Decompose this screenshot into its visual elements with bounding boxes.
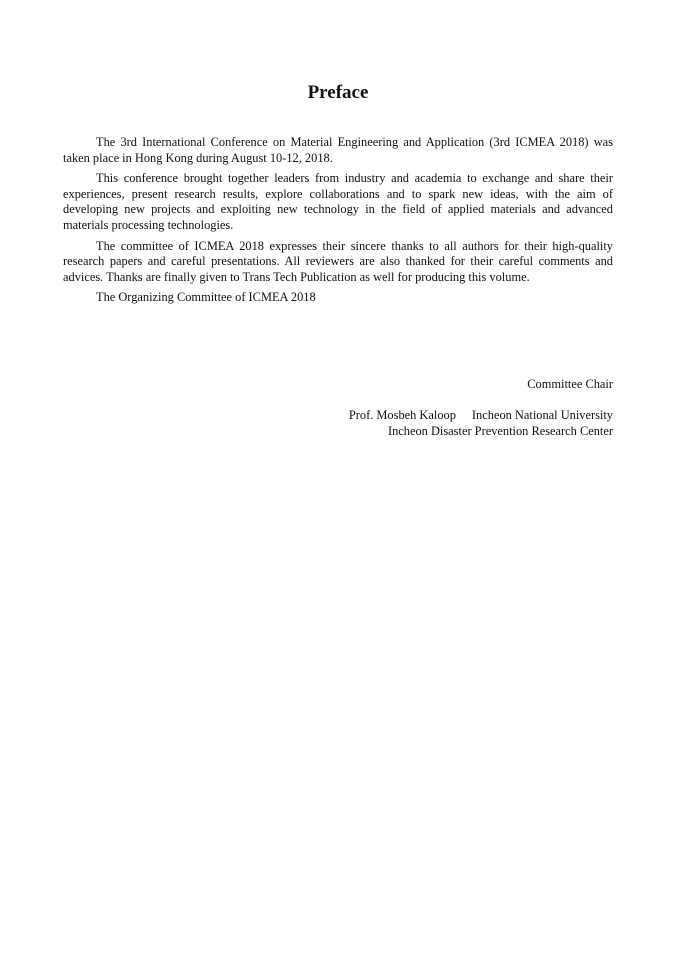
signature-line-1 [349,408,613,424]
signature-name: Prof. Mosbeh Kaloop [348,408,456,422]
signature-role: Committee Chair [527,377,613,391]
page-title: Preface [307,82,369,103]
signature-block [349,408,613,439]
paragraph-acknowledgements: The committee of ICMEA 2018 expresses their sincere thanks to all authors for their high-quality research papers and careful presentations. All reviewers are also thanked for their careful comments and advices. Thanks are finally given to Trans Tech Publication as well for producing this volume. [63,238,613,284]
paragraph-conference-info: The 3rd International Conference on Material Engineering and Application (3rd ICMEA 2018) was taken place in Hong Kong during August 10-12, 2018. [63,135,613,165]
signature-affiliation-2: Incheon Disaster Prevention Research Center [387,423,613,438]
preface-body [63,135,613,311]
paragraph-conference-purpose: This conference brought together leaders from industry and academia to exchange and share their experiences, present research results, explore collaborations and to spark new ideas, with the aim of developing new projects and exploiting new technology in the field of applied materials and advanced materials processing technologies. [63,171,613,232]
signature-affiliation-1: Incheon National University [471,408,613,422]
paragraph-committee: The Organizing Committee of ICMEA 2018 [96,290,316,305]
